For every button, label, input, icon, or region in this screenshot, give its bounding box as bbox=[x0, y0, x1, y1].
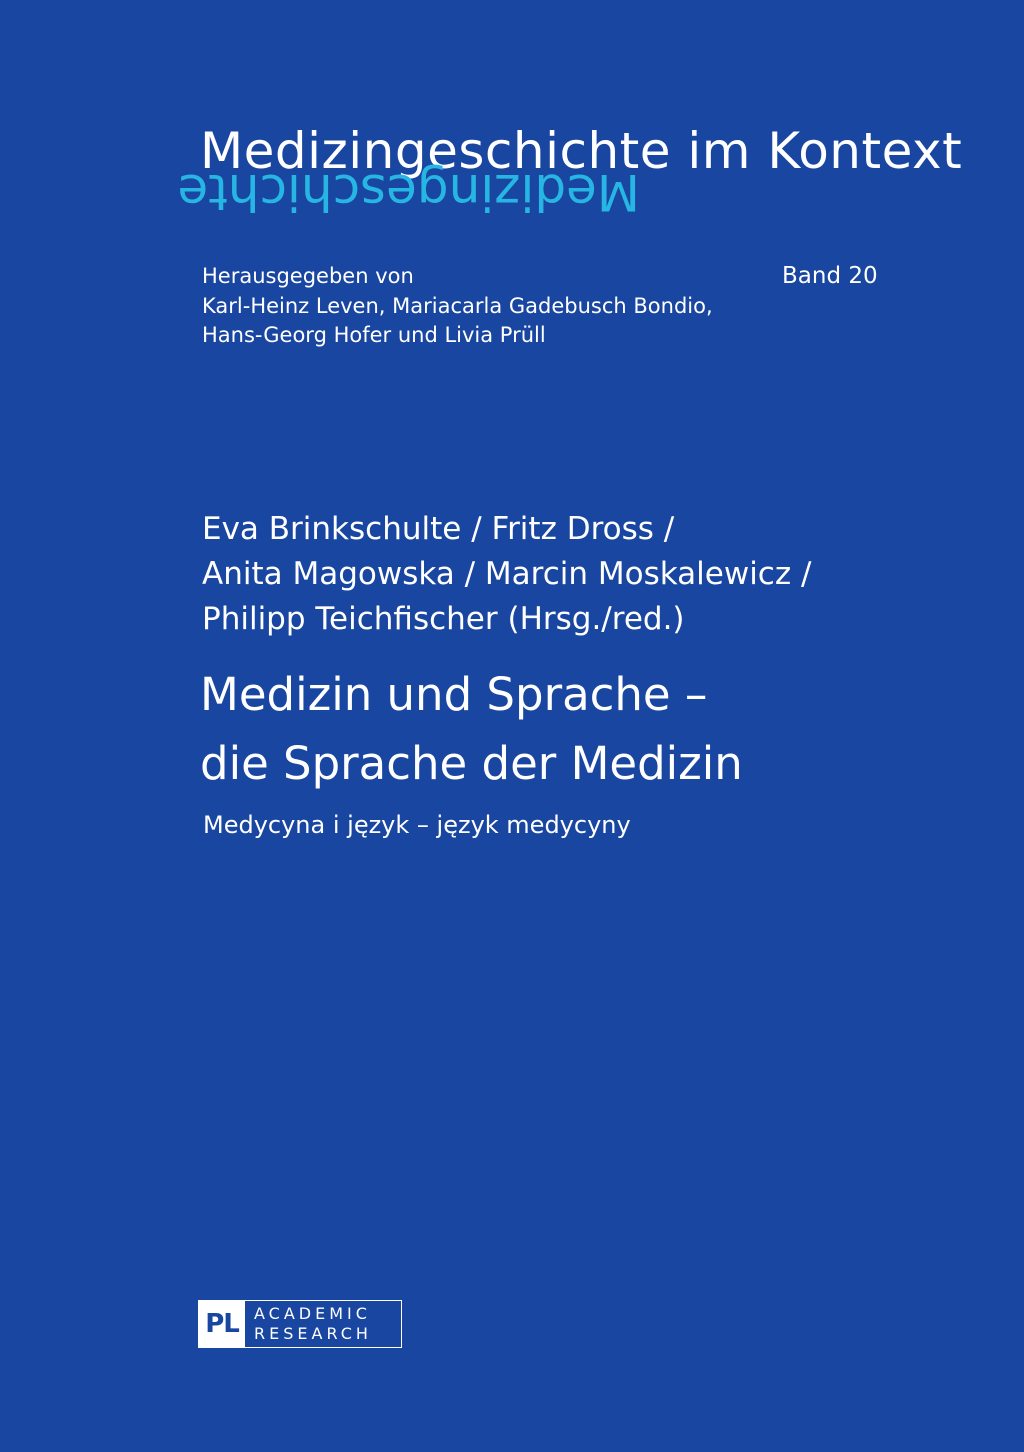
series-editors bbox=[202, 262, 713, 351]
series-editors-line: Karl-Heinz Leven, Mariacarla Gadebusch Bondio, bbox=[202, 293, 713, 318]
authors-line: Eva Brinkschulte / Fritz Dross / bbox=[202, 511, 675, 547]
book-title-line: die Sprache der Medizin bbox=[200, 737, 743, 790]
series-editors-line: Herausgegeben von bbox=[202, 264, 414, 288]
book-subtitle: Medycyna i język – język medycyny bbox=[203, 811, 631, 839]
publisher-logo-line: RESEARCH bbox=[254, 1324, 372, 1343]
publisher-logo-mark: PL bbox=[199, 1301, 245, 1347]
publisher-logo-line: ACADEMIC bbox=[254, 1304, 371, 1323]
series-editors-line: Hans-Georg Hofer und Livia Prüll bbox=[202, 323, 546, 347]
series-mirror-text: Medizingeschichte bbox=[177, 163, 640, 221]
series-volume: Band 20 bbox=[782, 263, 878, 289]
authors-line: Anita Magowska / Marcin Moskalewicz / bbox=[202, 556, 812, 592]
book-authors bbox=[202, 507, 811, 642]
series-title: Medizingeschichte im Kontext bbox=[200, 122, 963, 180]
authors-line: Philipp Teichfischer (Hrsg./red.) bbox=[202, 601, 685, 637]
publisher-logo-text bbox=[245, 1301, 401, 1347]
book-title bbox=[200, 660, 743, 798]
book-title-line: Medizin und Sprache – bbox=[200, 668, 708, 721]
publisher-logo bbox=[198, 1300, 402, 1348]
